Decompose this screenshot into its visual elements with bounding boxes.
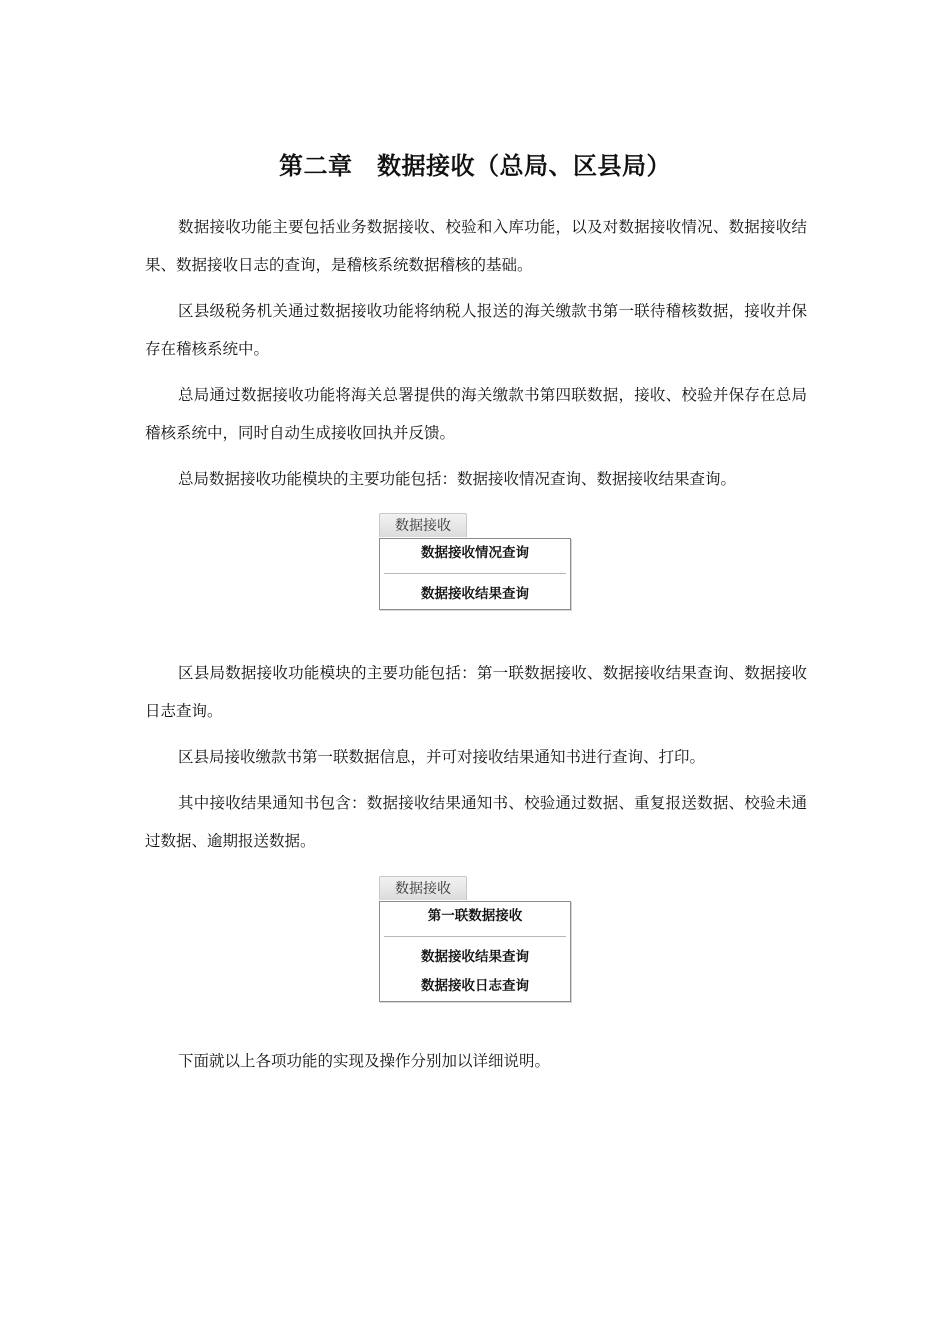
paragraph-hq-functions: 总局数据接收功能模块的主要功能包括：数据接收情况查询、数据接收结果查询。 [178, 470, 737, 488]
menu-tab-data-receive[interactable]: 数据接收 [379, 876, 467, 900]
menu-separator [384, 936, 566, 937]
menu-item-receive-result-query[interactable]: 数据接收结果查询 [421, 949, 529, 965]
paragraph-district-notice: 区县局接收缴款书第一联数据信息，并可对接收结果通知书进行查询、打印。 [178, 748, 706, 766]
menu-dropdown [379, 901, 571, 1002]
menu-dropdown [379, 538, 571, 610]
paragraph-district-role: 区县级税务机关通过数据接收功能将纳税人报送的海关缴款书第一联待稽核数据，接收并保存在稽核系统中。 [145, 302, 807, 358]
menu-item-first-copy-receive[interactable]: 第一联数据接收 [427, 908, 523, 924]
menu-item-receive-result-query[interactable]: 数据接收结果查询 [421, 586, 529, 602]
menu-tab-data-receive[interactable]: 数据接收 [379, 513, 467, 537]
paragraph-closing: 下面就以上各项功能的实现及操作分别加以详细说明。 [178, 1052, 551, 1070]
paragraph-intro: 数据接收功能主要包括业务数据接收、校验和入库功能，以及对数据接收情况、数据接收结果、数据接收日志的查询，是稽核系统数据稽核的基础。 [145, 218, 807, 274]
paragraph-notice-contents: 其中接收结果通知书包含：数据接收结果通知书、校验通过数据、重复报送数据、校验未通过数据、逾期报送数据。 [145, 794, 807, 850]
menu-separator [384, 573, 566, 574]
menu-item-receive-log-query[interactable]: 数据接收日志查询 [421, 978, 529, 994]
menu-item-receive-status-query[interactable]: 数据接收情况查询 [421, 545, 529, 561]
paragraph-hq-role: 总局通过数据接收功能将海关总署提供的海关缴款书第四联数据，接收、校验并保存在总局稽核系统中，同时自动生成接收回执并反馈。 [145, 386, 807, 442]
paragraph-district-functions: 区县局数据接收功能模块的主要功能包括：第一联数据接收、数据接收结果查询、数据接收日志查询。 [145, 664, 807, 720]
chapter-title: 第二章 数据接收（总局、区县局） [279, 152, 671, 180]
